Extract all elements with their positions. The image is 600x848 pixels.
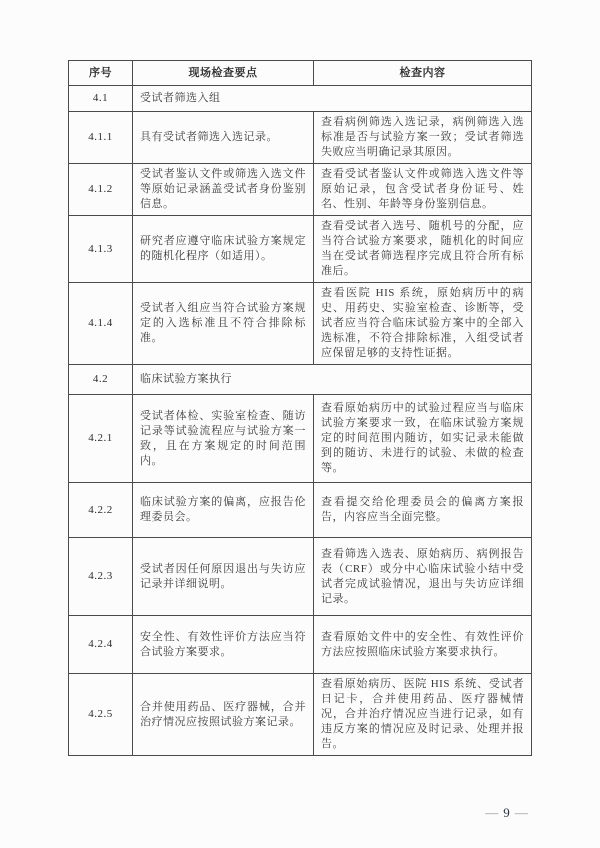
page-number: 9 bbox=[503, 805, 511, 820]
row-index: 4.1.1 bbox=[69, 112, 133, 164]
inspection-point: 安全性、有效性评价方法应当符合试验方案要求。 bbox=[133, 616, 314, 674]
inspection-point: 受试者因任何原因退出与失访应记录并详细说明。 bbox=[133, 538, 314, 616]
row-index: 4.1 bbox=[69, 86, 133, 112]
table-row-4-2-1 bbox=[69, 395, 532, 483]
table-row-4-2-2 bbox=[69, 483, 532, 538]
inspection-content: 查看提交给伦理委员会的偏离方案报告，内容应当全面完整。 bbox=[314, 483, 532, 538]
row-index: 4.2 bbox=[69, 365, 133, 395]
footer-dash-left: — bbox=[485, 805, 500, 820]
row-index: 4.2.5 bbox=[69, 674, 133, 756]
inspection-content: 查看病例筛选入选记录，病例筛选入选标准是否与试验方案一致；受试者筛选失败应当明确记录其原因。 bbox=[314, 112, 532, 164]
row-index: 4.1.3 bbox=[69, 216, 133, 283]
row-index: 4.1.2 bbox=[69, 164, 133, 216]
inspection-content: 查看原始病历中的试验过程应当与临床试验方案要求一致，在临床试验方案规定的时间范围内随访，如实记录未能做到的随访、未进行的试验、未做的检查等。 bbox=[314, 395, 532, 483]
inspection-point: 受试者体检、实验室检查、随访记录等试验流程应与试验方案一致，且在方案规定的时间范围内。 bbox=[133, 395, 314, 483]
table-header-row bbox=[69, 61, 532, 86]
inspection-content: 查看原始病历、医院 HIS 系统、受试者日记卡，合并使用药品、医疗器械情况，合并治疗情况应当进行记录，如有违反方案的情况应及时记录、处理并报告。 bbox=[314, 674, 532, 756]
column-header-index: 序号 bbox=[69, 61, 133, 86]
row-index: 4.2.2 bbox=[69, 483, 133, 538]
inspection-content: 查看受试者入选号、随机号的分配，应当符合试验方案要求，随机化的时间应当在受试者筛选程序完成且符合所有标准后。 bbox=[314, 216, 532, 283]
row-index: 4.1.4 bbox=[69, 283, 133, 365]
table-row-section-4-1 bbox=[69, 86, 532, 112]
table-row-4-1-3 bbox=[69, 216, 532, 283]
inspection-point: 受试者入组应当符合试验方案规定的入选标准且不符合排除标准。 bbox=[133, 283, 314, 365]
table-row-section-4-2 bbox=[69, 365, 532, 395]
inspection-point: 具有受试者筛选入选记录。 bbox=[133, 112, 314, 164]
table-row-4-1-2 bbox=[69, 164, 532, 216]
inspection-content: 查看受试者鉴认文件或筛选入选文件等原始记录，包含受试者身份证号、姓名、性别、年龄等身份鉴别信息。 bbox=[314, 164, 532, 216]
page-footer bbox=[462, 805, 552, 821]
inspection-point: 受试者鉴认文件或筛选入选文件等原始记录涵盖受试者身份鉴别信息。 bbox=[133, 164, 314, 216]
table-row-4-2-4 bbox=[69, 616, 532, 674]
inspection-point: 研究者应遵守临床试验方案规定的随机化程序（如适用）。 bbox=[133, 216, 314, 283]
column-header-inspection-content: 检查内容 bbox=[314, 61, 532, 86]
column-header-inspection-points: 现场检查要点 bbox=[133, 61, 314, 86]
section-title: 受试者筛选入组 bbox=[133, 86, 532, 112]
inspection-content: 查看医院 HIS 系统，原始病历中的病史、用药史、实验室检查、诊断等，受试者应当符合临床试验方案中的全部入选标准，不符合排除标准，入组受试者应保留足够的支持性证据。 bbox=[314, 283, 532, 365]
inspection-point: 合并使用药品、医疗器械，合并治疗情况应按照试验方案记录。 bbox=[133, 674, 314, 756]
row-index: 4.2.1 bbox=[69, 395, 133, 483]
table-row-4-1-1 bbox=[69, 112, 532, 164]
inspection-content: 查看筛选入选表、原始病历、病例报告表（CRF）或分中心临床试验小结中受试者完成试验情况，退出与失访应详细记录。 bbox=[314, 538, 532, 616]
table-row-4-2-3 bbox=[69, 538, 532, 616]
table-row-4-1-4 bbox=[69, 283, 532, 365]
table-row-4-2-5 bbox=[69, 674, 532, 756]
row-index: 4.2.4 bbox=[69, 616, 133, 674]
row-index: 4.2.3 bbox=[69, 538, 133, 616]
inspection-point: 临床试验方案的偏离，应报告伦理委员会。 bbox=[133, 483, 314, 538]
footer-dash-right: — bbox=[514, 805, 529, 820]
section-title: 临床试验方案执行 bbox=[133, 365, 532, 395]
inspection-checklist-table bbox=[68, 60, 532, 756]
inspection-content: 查看原始文件中的安全性、有效性评价方法应按照临床试验方案要求执行。 bbox=[314, 616, 532, 674]
